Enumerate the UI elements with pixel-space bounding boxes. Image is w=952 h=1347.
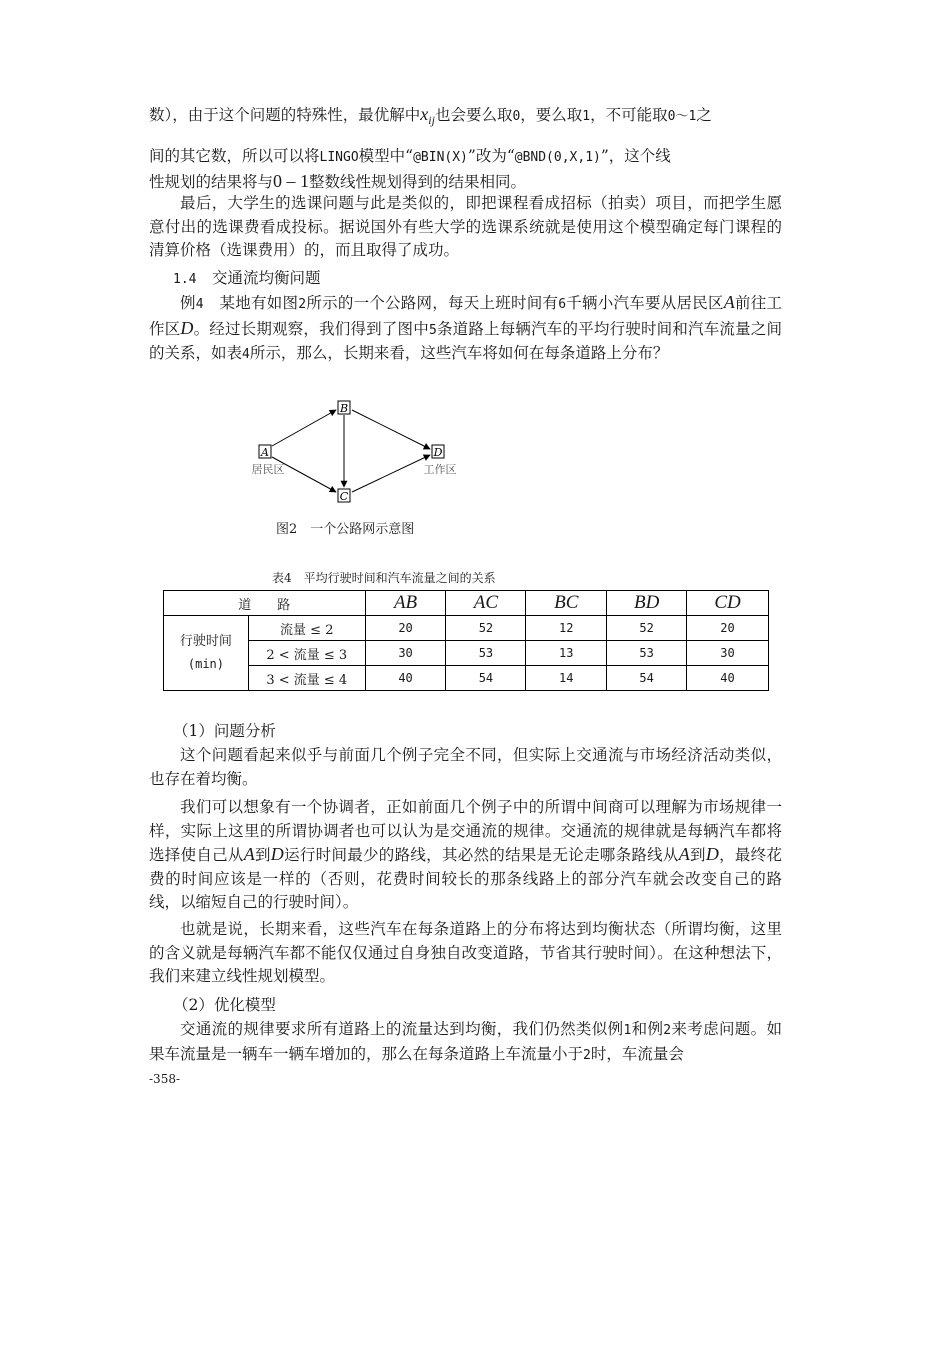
subsection-heading-2: （2）优化模型 bbox=[173, 996, 276, 1014]
node-a-label: A bbox=[261, 446, 269, 459]
paragraph-lingo bbox=[149, 145, 782, 194]
page-number: -358- bbox=[149, 1072, 181, 1086]
paragraph-model bbox=[149, 1018, 782, 1067]
road-cd: CD bbox=[687, 591, 769, 616]
text: 4 bbox=[242, 347, 250, 362]
text: 整数线性规划得到的结果相同。 bbox=[309, 172, 527, 191]
math-var: x bbox=[420, 104, 429, 124]
road-ac: AC bbox=[446, 591, 526, 616]
node-c-label: C bbox=[339, 490, 349, 503]
text: 所示的一个公路网，每天上班时间有 bbox=[306, 294, 559, 312]
text: 4 bbox=[195, 297, 204, 312]
value-cell: 13 bbox=[526, 641, 607, 666]
text: 之 bbox=[696, 106, 712, 124]
condition-cell: 2 < 流量 ≤ 3 bbox=[248, 641, 365, 666]
value-cell: 40 bbox=[365, 666, 446, 691]
math-var: D bbox=[270, 844, 284, 864]
table-row bbox=[164, 641, 769, 666]
text: 数），由于这个问题的特殊性，最优解中 bbox=[149, 106, 421, 124]
code: @BIN(X) bbox=[413, 150, 468, 165]
text: 千辆小汽车要从居民区 bbox=[566, 294, 724, 312]
section-title: 交通流均衡问题 bbox=[212, 269, 321, 287]
text: 时，车流量会 bbox=[590, 1044, 684, 1063]
text: 0 bbox=[512, 109, 521, 124]
text: 交通流的规律要求所有道路上的流量达到均衡，我们仍然类似例 bbox=[180, 1020, 624, 1038]
text: 0～1 bbox=[667, 109, 697, 124]
text: 2 bbox=[298, 297, 307, 312]
road-ab: AB bbox=[365, 591, 446, 616]
table-header-row bbox=[164, 591, 769, 616]
text: 也会要么取 bbox=[434, 106, 513, 124]
road-bc: BC bbox=[526, 591, 607, 616]
residential-label: 居民区 bbox=[251, 463, 285, 476]
section-heading bbox=[149, 267, 782, 292]
section-number: 1.4 bbox=[173, 272, 197, 287]
text: 5 bbox=[428, 322, 437, 338]
value-cell: 20 bbox=[365, 616, 446, 641]
node-d-label: D bbox=[433, 446, 443, 459]
text: 到 bbox=[689, 846, 706, 864]
edge-bd bbox=[352, 410, 430, 449]
text: 2 bbox=[663, 1023, 672, 1038]
text: 6 bbox=[558, 297, 567, 312]
text: 2 bbox=[583, 1047, 591, 1063]
value-cell: 30 bbox=[365, 641, 446, 666]
text: LINGO bbox=[319, 150, 359, 165]
condition-cell: 3 < 流量 ≤ 4 bbox=[248, 666, 365, 691]
value-cell: 20 bbox=[687, 616, 769, 641]
math-var: A bbox=[678, 844, 690, 864]
text: 1 bbox=[582, 109, 591, 124]
table-caption: 表4 平均行驶时间和汽车流量之间的关系 bbox=[272, 571, 496, 585]
travel-time-table bbox=[163, 590, 769, 691]
math: 0 – 1 bbox=[273, 170, 310, 191]
paragraph-course-selection: 最后，大学生的选课问题与此是类似的，即把课程看成招标（拍卖）项目，而把学生愿意付出的选课费看成投标。据说国外有些大学的选课系统就是使用这个模型确定每门课程的清算价格（选课费用）的，而且取得了成功。 bbox=[149, 194, 782, 259]
value-cell: 40 bbox=[687, 666, 769, 691]
example-4 bbox=[149, 291, 782, 367]
road-header: 道 路 bbox=[164, 591, 366, 616]
text: 运行时间最少的路线，其必然的结果是无论走哪条路线从 bbox=[283, 846, 679, 864]
road-bd: BD bbox=[607, 591, 687, 616]
text: 来考虑问题。如果车流量是一辆车一辆车增加的，那么在每条道路上车流量小于 bbox=[149, 1020, 782, 1063]
value-cell: 12 bbox=[526, 616, 607, 641]
condition-cell: 流量 ≤ 2 bbox=[248, 616, 365, 641]
node-b-label: B bbox=[339, 402, 349, 415]
value-cell: 14 bbox=[526, 666, 607, 691]
math-var: D bbox=[705, 844, 719, 864]
text: 某地有如图 bbox=[203, 294, 299, 312]
table-row bbox=[164, 616, 769, 641]
text: 模型中“ bbox=[358, 147, 414, 165]
text: 间的其它数，所以可以将 bbox=[149, 147, 320, 165]
text: 前往工作区 bbox=[149, 294, 782, 338]
value-cell: 53 bbox=[446, 641, 526, 666]
math-sub: ij bbox=[428, 113, 435, 128]
edge-ab bbox=[272, 410, 336, 446]
text: 我们可以想象有一个协调者，正如前面几个例子中的所谓中间商可以理解为市场规律一样，实际上这里的所谓协调者也可以认为是交通流的规律。交通流的规律就是每辆汽车都将选择使自己从 bbox=[149, 798, 782, 864]
text: ，最终花费的时间应该是一样的（否则，花费时间较长的那条线路上的部分汽车就会改变自己的路线，以缩短自己的行驶时间）。 bbox=[149, 846, 782, 911]
value-cell: 54 bbox=[607, 666, 687, 691]
edge-cd bbox=[352, 455, 430, 492]
value-cell: 52 bbox=[446, 616, 526, 641]
text: ”，这个线 bbox=[600, 147, 671, 165]
paragraph-analysis: 这个问题看起来似乎与前面几个例子完全不同，但实际上交通流与市场经济活动类似，也存在着均衡。 bbox=[149, 746, 782, 788]
math-var: D bbox=[180, 317, 194, 338]
text: 性规划的结果将与 bbox=[149, 172, 274, 191]
text: ，不可能取 bbox=[590, 106, 668, 124]
text: ”改为“ bbox=[467, 147, 515, 165]
text: 1 bbox=[623, 1023, 632, 1038]
value-cell: 54 bbox=[446, 666, 526, 691]
paragraph-equilibrium: 也就是说，长期来看，这些汽车在每条道路上的分布将达到均衡状态（所谓均衡，这里的含义就是每辆汽车都不能仅仅通过自身独自改变道路，节省其行驶时间）。在这种想法下，我们来建立线性规划模型。 bbox=[149, 920, 782, 985]
math-var: A bbox=[243, 844, 255, 864]
text: 条道路上每辆汽车的平均行驶时间和汽车流量之间的关系，如表 bbox=[149, 319, 782, 362]
table-row bbox=[164, 666, 769, 691]
paragraph-continuation bbox=[149, 103, 782, 133]
row-label-text: 行驶时间 bbox=[179, 633, 232, 649]
road-network-diagram bbox=[240, 395, 480, 510]
row-label bbox=[164, 616, 249, 691]
figure-caption: 图2 一个公路网示意图 bbox=[276, 522, 415, 537]
paragraph-coordinator bbox=[149, 796, 782, 915]
code: @BND(0,X,1) bbox=[514, 150, 601, 165]
text: ，要么取 bbox=[520, 106, 583, 124]
text: 到 bbox=[254, 846, 271, 864]
row-label-unit: (min) bbox=[187, 656, 224, 671]
workplace-label: 工作区 bbox=[423, 463, 457, 476]
math-var: A bbox=[723, 292, 735, 312]
text: 例 bbox=[180, 294, 196, 312]
text: 。经过长期观察，我们得到了图中 bbox=[193, 319, 429, 338]
text: 所示，那么，长期来看，这些汽车将如何在每条道路上分布？ bbox=[249, 344, 669, 362]
subsection-heading-1: （1）问题分析 bbox=[173, 722, 276, 740]
value-cell: 53 bbox=[607, 641, 687, 666]
value-cell: 52 bbox=[607, 616, 687, 641]
value-cell: 30 bbox=[687, 641, 769, 666]
text: 和例 bbox=[631, 1020, 664, 1038]
